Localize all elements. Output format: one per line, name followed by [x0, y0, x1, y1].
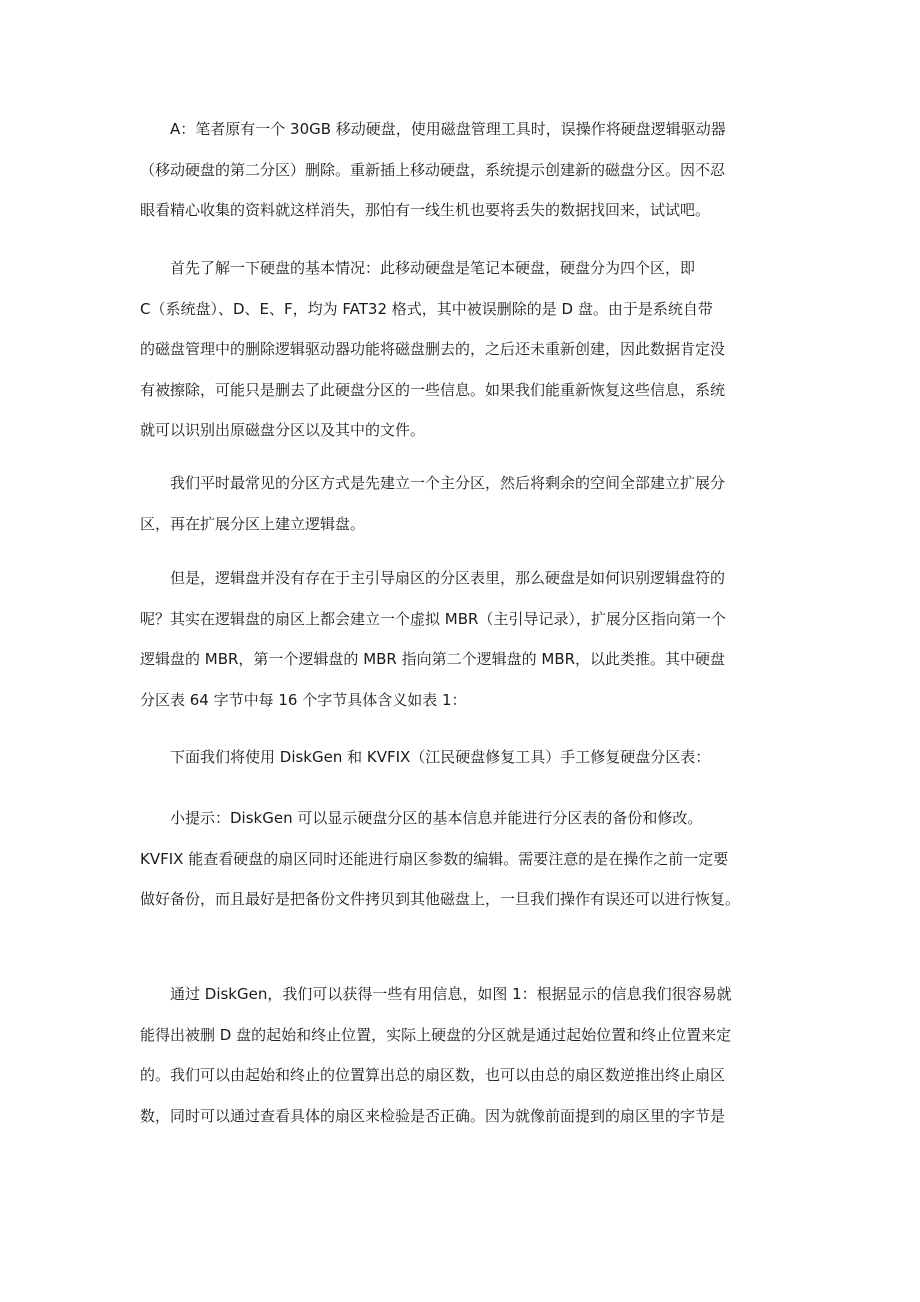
paragraph-line: 就可以识别出原磁盘分区以及其中的文件。	[140, 421, 426, 439]
paragraph-line: A：笔者原有一个 30GB 移动硬盘，使用磁盘管理工具时，误操作将硬盘逻辑驱动器	[170, 120, 726, 138]
paragraph-2	[140, 248, 780, 451]
paragraph-line: （移动硬盘的第二分区）删除。重新插上移动硬盘，系统提示创建新的磁盘分区。因不忍	[140, 160, 726, 179]
paragraph-line: 逻辑盘的 MBR，第一个逻辑盘的 MBR 指向第二个逻辑盘的 MBR，以此类推。其中硬盘	[140, 650, 726, 668]
paragraph-4	[140, 558, 780, 720]
paragraph-line: KVFIX 能查看硬盘的扇区同时还能进行扇区参数的编辑。需要注意的是在操作之前一定要	[140, 849, 729, 868]
paragraph-line: 有被擦除，可能只是删去了此硬盘分区的一些信息。如果我们能重新恢复这些信息，系统	[140, 380, 726, 399]
paragraph-5	[140, 737, 780, 778]
paragraph-line: 的。我们可以由起始和终止的位置算出总的扇区数，也可以由总的扇区数逆推出终止扇区	[140, 1066, 726, 1084]
paragraph-line: 数，同时可以通过查看具体的扇区来检验是否正确。因为就像前面提到的扇区里的字节是	[140, 1106, 726, 1125]
paragraph-7	[140, 974, 780, 1136]
paragraph-line: 但是，逻辑盘并没有存在于主引导扇区的分区表里，那么硬盘是如何识别逻辑盘符的	[170, 569, 726, 587]
paragraph-line: 首先了解一下硬盘的基本情况：此移动硬盘是笔记本硬盘，硬盘分为四个区，即	[170, 259, 696, 277]
paragraph-line: 眼看精心收集的资料就这样消失，那怕有一线生机也要将丢失的数据找回来，试试吧。	[140, 201, 711, 219]
paragraph-line: 我们平时最常见的分区方式是先建立一个主分区，然后将剩余的空间全部建立扩展分	[170, 474, 726, 492]
paragraph-line: 做好备份，而且最好是把备份文件拷贝到其他磁盘上，一旦我们操作有误还可以进行恢复。	[140, 890, 741, 908]
paragraph-line: C（系统盘）、D、E、F，均为 FAT32 格式，其中被误删除的是 D 盘。由于是系统自带	[140, 299, 713, 318]
paragraph-line: 通过 DiskGen，我们可以获得一些有用信息，如图 1：根据显示的信息我们很容易就	[170, 985, 732, 1003]
paragraph-6	[140, 798, 780, 920]
paragraph-1	[140, 109, 780, 231]
paragraph-3	[140, 463, 780, 544]
paragraph-line: 区，再在扩展分区上建立逻辑盘。	[140, 514, 366, 533]
paragraph-line: 能得出被删 D 盘的起始和终止位置，实际上硬盘的分区就是通过起始位置和终止位置来定	[140, 1025, 732, 1044]
paragraph-line: 分区表 64 字节中每 16 个字节具体含义如表 1：	[140, 690, 467, 709]
paragraph-line: 下面我们将使用 DiskGen 和 KVFIX（江民硬盘修复工具）手工修复硬盘分区表：	[170, 748, 711, 766]
paragraph-line: 呢？其实在逻辑盘的扇区上都会建立一个虚拟 MBR（主引导记录），扩展分区指向第一个	[140, 609, 726, 628]
paragraph-line: 的磁盘管理中的删除逻辑驱动器功能将磁盘删去的，之后还未重新创建，因此数据肯定没	[140, 340, 726, 358]
paragraph-line: 小提示：DiskGen 可以显示硬盘分区的基本信息并能进行分区表的备份和修改。	[170, 809, 703, 827]
